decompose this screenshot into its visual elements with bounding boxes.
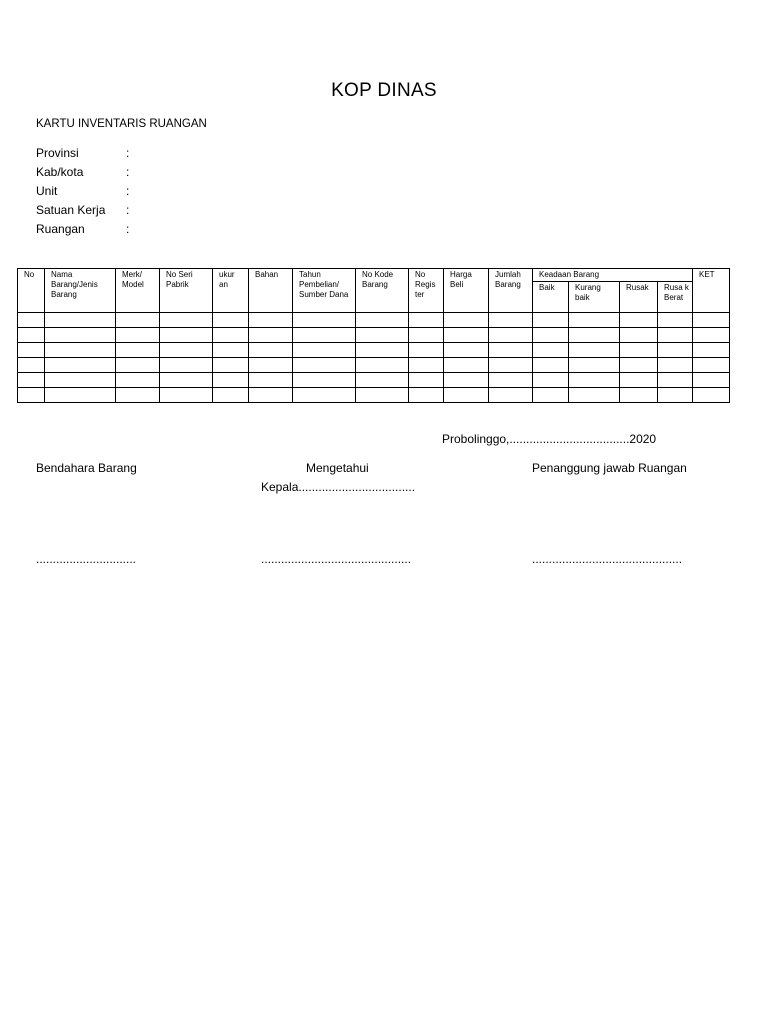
field-label-satuan-kerja: Satuan Kerja xyxy=(36,203,106,217)
col-header-no-kode: No Kode Barang xyxy=(356,269,409,313)
col-header-rusak-berat: Rusa k Berat xyxy=(658,282,693,313)
col-header-ket: KET xyxy=(693,269,730,313)
field-label-kabkota: Kab/kota xyxy=(36,165,84,179)
table-row xyxy=(18,358,730,373)
signature-title-bendahara: Bendahara Barang xyxy=(36,461,137,475)
signature-line-right: ............................................. xyxy=(532,552,683,566)
col-header-jumlah: Jumlah Barang xyxy=(489,269,533,313)
col-header-kurang-baik: Kurang baik xyxy=(569,282,620,313)
signature-title-mengetahui: Mengetahui xyxy=(306,461,369,475)
field-colon: : xyxy=(126,165,130,179)
field-label-ruangan: Ruangan xyxy=(36,222,85,236)
col-header-rusak: Rusak xyxy=(620,282,658,313)
table-row xyxy=(18,388,730,403)
col-header-no-seri: No Seri Pabrik xyxy=(160,269,213,313)
table-row xyxy=(18,328,730,343)
signature-subtitle-kepala: Kepala................................... xyxy=(261,480,416,494)
field-colon: : xyxy=(126,203,130,217)
field-colon: : xyxy=(126,222,130,236)
table-row xyxy=(18,373,730,388)
col-header-nama-barang: Nama Barang/Jenis Barang xyxy=(45,269,116,313)
table-header-row xyxy=(18,269,730,282)
signature-title-penanggung-jawab: Penanggung jawab Ruangan xyxy=(532,461,687,475)
col-header-ukuran: ukur an xyxy=(213,269,249,313)
table-row xyxy=(18,313,730,328)
table-row xyxy=(18,343,730,358)
col-header-no-register: No Regis ter xyxy=(409,269,444,313)
col-header-keadaan-barang: Keadaan Barang xyxy=(533,269,693,282)
col-header-harga-beli: Harga Beli xyxy=(444,269,489,313)
page-title: KOP DINAS xyxy=(331,80,437,101)
col-header-no: No xyxy=(18,269,45,313)
col-header-bahan: Bahan xyxy=(249,269,293,313)
field-colon: : xyxy=(126,146,130,160)
document-subtitle: KARTU INVENTARIS RUANGAN xyxy=(36,118,207,130)
field-colon: : xyxy=(126,184,130,198)
field-label-provinsi: Provinsi xyxy=(36,146,79,160)
inventory-table xyxy=(17,268,730,403)
field-label-unit: Unit xyxy=(36,184,58,198)
place-date: Probolinggo,....................................2020 xyxy=(442,432,657,446)
signature-line-left: .............................. xyxy=(36,552,137,566)
col-header-baik: Baik xyxy=(533,282,569,313)
signature-line-center: ............................................. xyxy=(261,552,412,566)
col-header-merk: Merk/ Model xyxy=(116,269,160,313)
col-header-tahun: Tahun Pembelian/ Sumber Dana xyxy=(293,269,356,313)
